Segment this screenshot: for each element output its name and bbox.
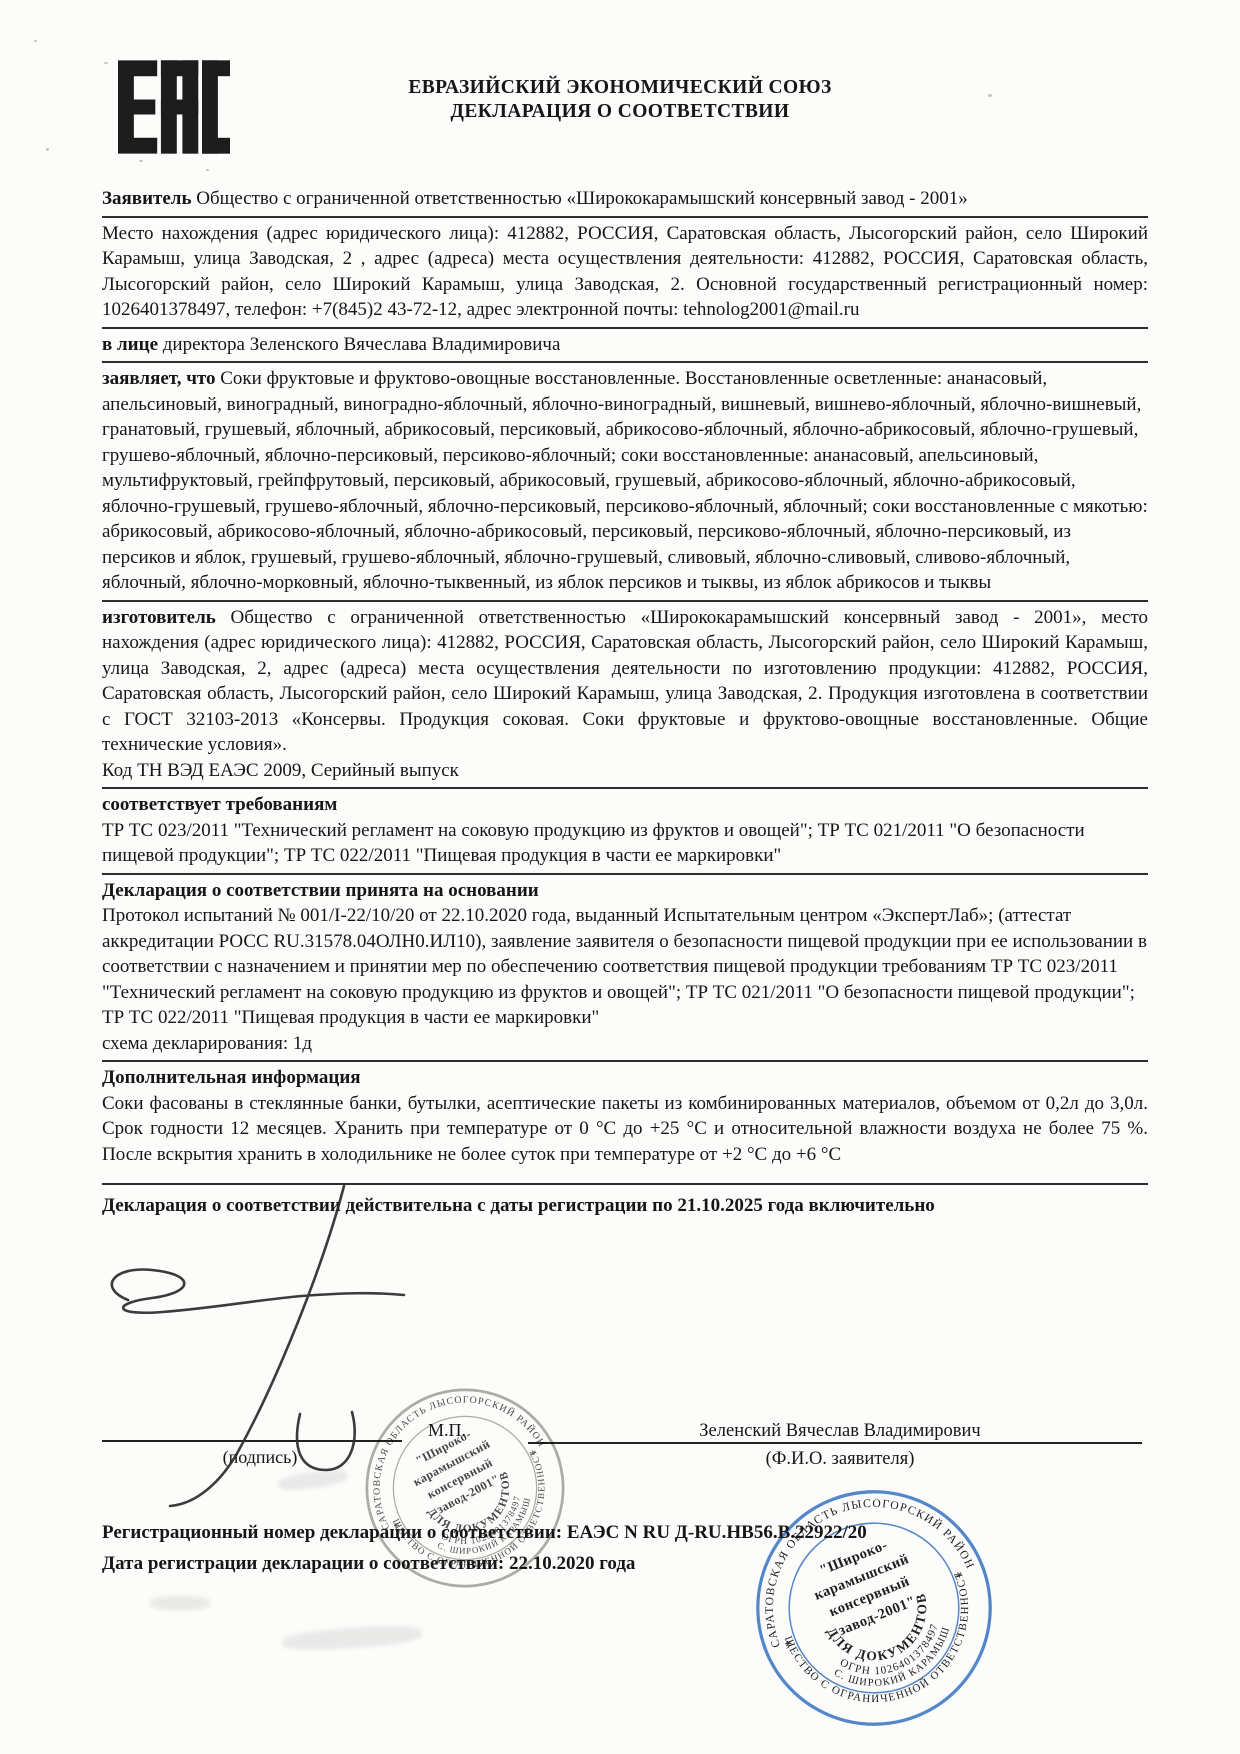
name-line <box>528 1442 1142 1444</box>
additional-text: Соки фасованы в стеклянные банки, бутылки, асептические пакеты из комбинированных материалов, объемом от 0,2л до 3,0л. Срок годности 12 месяцев. Хранить при температуре от 0 °С до +25 °С и относительной влажности воздуха не более 75 %. После вскрытия хранить в холодильнике не более суток при температуре от +2 °С до +6 °С <box>102 1092 1148 1165</box>
section-basis <box>102 875 1148 1063</box>
complies-label: соответствует требованиям <box>102 794 338 815</box>
location-text: Место нахождения (адрес юридического лица): 412882, РОССИЯ, Саратовская область, Лысогорский район, село Широкий Карамыш, улица Заводская, 2 , адрес (адреса) места осуществления деятельности: 412882, РОССИЯ, Саратовская область, Лысогорский район, село Широкий Карамыш, улица Заводская, 2. Основной государственный регистрационный номер: 1026401378497, телефон: +7(845)2 43-72-12, адрес электронной почты: tehnolog2001@mail.ru <box>102 222 1148 320</box>
section-manufacturer <box>102 602 1148 790</box>
scan-speck <box>104 62 108 64</box>
name-caption: (Ф.И.О. заявителя) <box>765 1449 915 1469</box>
basis-text: Протокол испытаний № 001/I-22/10/20 от 22.10.2020 года, выданный Испытательным центром «ЭкспертЛаб»; (аттестат аккредитации РОСС RU.31578.04ОЛН0.ИЛ10), заявление заявителя о безопасности пищевой продукции при ее использовании в соответствии с назначением и принятии мер по обеспечению соответствия пищевой продукции требованиям ТР ТС 023/2011 "Технический регламент на соковую продукцию из фруктов и овощей"; ТР ТС 021/2011 "О безопасности пищевой продукции"; ТР ТС 022/2011 "Пищевая продукция в части ее маркировки" <box>102 905 1147 1028</box>
scan-speck <box>139 160 143 162</box>
stamp-place-mark: М.П. <box>428 1420 467 1440</box>
scan-speck <box>46 148 49 151</box>
applicant-text: Общество с ограниченной ответственностью «Ширококарамышский консервный завод - 2001» <box>196 188 968 209</box>
complies-text: ТР ТС 023/2011 "Технический регламент на соковую продукцию из фруктов и овощей"; ТР ТС 021/2011 "О безопасности пищевой продукции"; ТР ТС 022/2011 "Пищевая продукция в части ее маркировки" <box>102 819 1085 866</box>
section-represented-by <box>102 329 1148 364</box>
represented-label: в лице <box>102 333 158 355</box>
section-location <box>102 218 1148 329</box>
scan-smudge <box>150 1596 210 1610</box>
section-declares <box>102 363 1148 602</box>
section-additional-info <box>102 1062 1148 1185</box>
additional-label: Дополнительная информация <box>102 1067 361 1088</box>
section-applicant <box>102 183 1148 218</box>
registration-number-line: Регистрационный номер декларации о соответствии: ЕАЭС N RU Д-RU.НВ56.В.22922/20 <box>102 1522 867 1543</box>
scan-speck <box>206 169 209 171</box>
section-complies <box>102 789 1148 875</box>
manufacturer-label: изготовитель <box>102 606 216 628</box>
union-title: ЕВРАЗИЙСКИЙ ЭКОНОМИЧЕСКИЙ СОЮЗ <box>408 77 832 98</box>
declares-text: Соки фруктовые и фруктово-овощные восстановленные. Восстановленные осветленные: ананасовый, апельсиновый, виноградный, виноградно-яблочный, яблочно-виноградный, вишневый, вишнево-яблочный, яблочно-вишневый, гранатовый, грушевый, яблочный, абрикосовый, персиковый, абрикосово-яблочный, яблочно-абрикосовый, яблочно-грушевый, грушево-яблочный, яблочно-персиковый, персиково-яблочный; соки восстановленные: ананасовый, апельсиновый, мультифруктовый, грейпфрутовый, персиковый, абрикосовый, грушевый, абрикосово-яблочный, яблочно-абрикосовый, яблочно-грушевый, грушево-яблочный, яблочно-персиковый, персиково-яблочный, яблочный; соки восстановленные с мякотью: абрикосовый, абрикосово-яблочный, яблочно-абрикосовый, персиковый, персиково-яблочный, яблочно-персиковый, из персиков и яблок, грушевый, грушево-яблочный, яблочно-грушевый, сливовый, яблочно-сливовый, сливово-яблочный, яблочный, яблочно-морковный, яблочно-тыквенный, из яблок персиков и тыквы, из яблок абрикосов и тыквы <box>102 368 1148 593</box>
scan-smudge <box>281 1623 422 1653</box>
declaration-scheme: схема декларирования: 1д <box>102 1032 313 1054</box>
registration-date-line: Дата регистрации декларации о соответствии: 22.10.2020 года <box>102 1553 636 1574</box>
document-title: ДЕКЛАРАЦИЯ О СООТВЕТСТВИИ <box>450 100 790 122</box>
document-body <box>102 183 1148 1223</box>
manufacturer-text: Общество с ограниченной ответственностью «Ширококарамышский консервный завод - 2001», место нахождения (адрес юридического лица): 412882, РОССИЯ, Саратовская область, Лысогорский район, село Широкий Карамыш, улица Заводская, 2, адрес (адреса) места осуществления деятельности по изготовлению продукции: 412882, РОССИЯ, Саратовская область, Лысогорский район, село Широкий Карамыш, улица Заводская, 2. Продукция изготовлена в соответствии с ГОСТ 32103-2013 «Консервы. Продукция соковая. Соки фруктовые и фруктово-овощные восстановленные. Общие технические условия». <box>102 606 1149 755</box>
tn-ved-line: Код ТН ВЭД ЕАЭС 2009, Серийный выпуск <box>102 759 459 781</box>
document-header <box>0 76 1240 123</box>
validity-text: Декларация о соответствии действительна с даты регистрации по 21.10.2025 года включительно <box>102 1195 935 1216</box>
signature-caption: (подпись) <box>222 1447 298 1467</box>
scan-speck <box>988 94 992 97</box>
basis-label: Декларация о соответствии принята на основании <box>102 879 539 901</box>
declares-label: заявляет, что <box>102 368 216 389</box>
applicant-name: Зеленский Вячеслав Владимирович <box>699 1421 981 1441</box>
handwritten-signature <box>80 1170 440 1530</box>
represented-text: директора Зеленского Вячеслава Владимировича <box>162 333 561 355</box>
applicant-label: Заявитель <box>102 188 192 209</box>
scan-speck <box>34 40 37 42</box>
company-stamp-blue <box>715 1449 1033 1754</box>
